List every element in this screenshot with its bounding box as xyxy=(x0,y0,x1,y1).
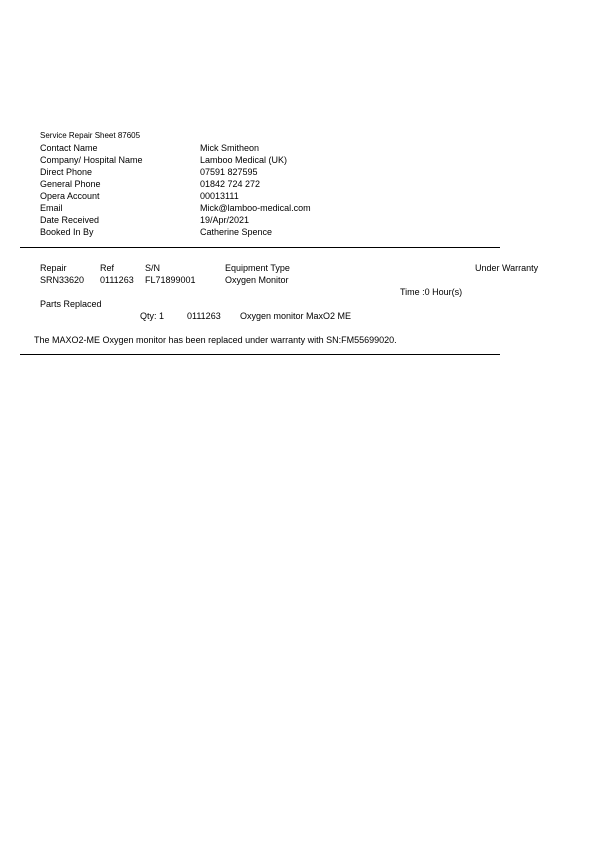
part-description: Oxygen monitor MaxO2 ME xyxy=(240,311,352,321)
direct-phone-value: 07591 827595 xyxy=(200,167,258,177)
email-value: Mick@lamboo-medical.com xyxy=(200,203,311,213)
equipment-type-column-header: Equipment Type xyxy=(225,263,290,273)
email-label: Email xyxy=(40,203,63,213)
bottom-divider xyxy=(20,354,500,355)
repair-note: The MAXO2-ME Oxygen monitor has been replaced under warranty with SN:FM55699020. xyxy=(34,335,397,345)
time-spent: Time :0 Hour(s) xyxy=(400,287,463,297)
date-received-label: Date Received xyxy=(40,215,100,225)
repair-ref: 0111263 xyxy=(100,275,134,285)
ref-column-header: Ref xyxy=(100,263,115,273)
repair-column-header: Repair xyxy=(40,263,67,273)
booked-in-by-label: Booked In By xyxy=(40,227,94,237)
date-received-value: 19/Apr/2021 xyxy=(200,215,250,225)
warranty-status: Under Warranty xyxy=(475,263,539,273)
contact-name-label: Contact Name xyxy=(40,143,98,153)
serial-number: FL71899001 xyxy=(145,275,196,285)
repair-number: SRN33620 xyxy=(40,275,85,285)
sn-column-header: S/N xyxy=(145,263,161,273)
part-ref: 0111263 xyxy=(187,311,221,321)
company-label: Company/ Hospital Name xyxy=(40,155,143,165)
direct-phone-label: Direct Phone xyxy=(40,167,93,177)
booked-in-by-value: Catherine Spence xyxy=(200,227,273,237)
general-phone-label: General Phone xyxy=(40,179,101,189)
opera-account-value: 00013111 xyxy=(200,191,239,201)
top-divider xyxy=(20,247,500,248)
parts-replaced-label: Parts Replaced xyxy=(40,299,102,309)
company-value: Lamboo Medical (UK) xyxy=(200,155,288,165)
opera-account-label: Opera Account xyxy=(40,191,100,201)
contact-name-value: Mick Smitheon xyxy=(200,143,260,153)
equipment-type: Oxygen Monitor xyxy=(225,275,289,285)
part-quantity: Qty: 1 xyxy=(140,311,165,321)
sheet-title: Service Repair Sheet 87605 xyxy=(40,131,141,140)
general-phone-value: 01842 724 272 xyxy=(200,179,261,189)
